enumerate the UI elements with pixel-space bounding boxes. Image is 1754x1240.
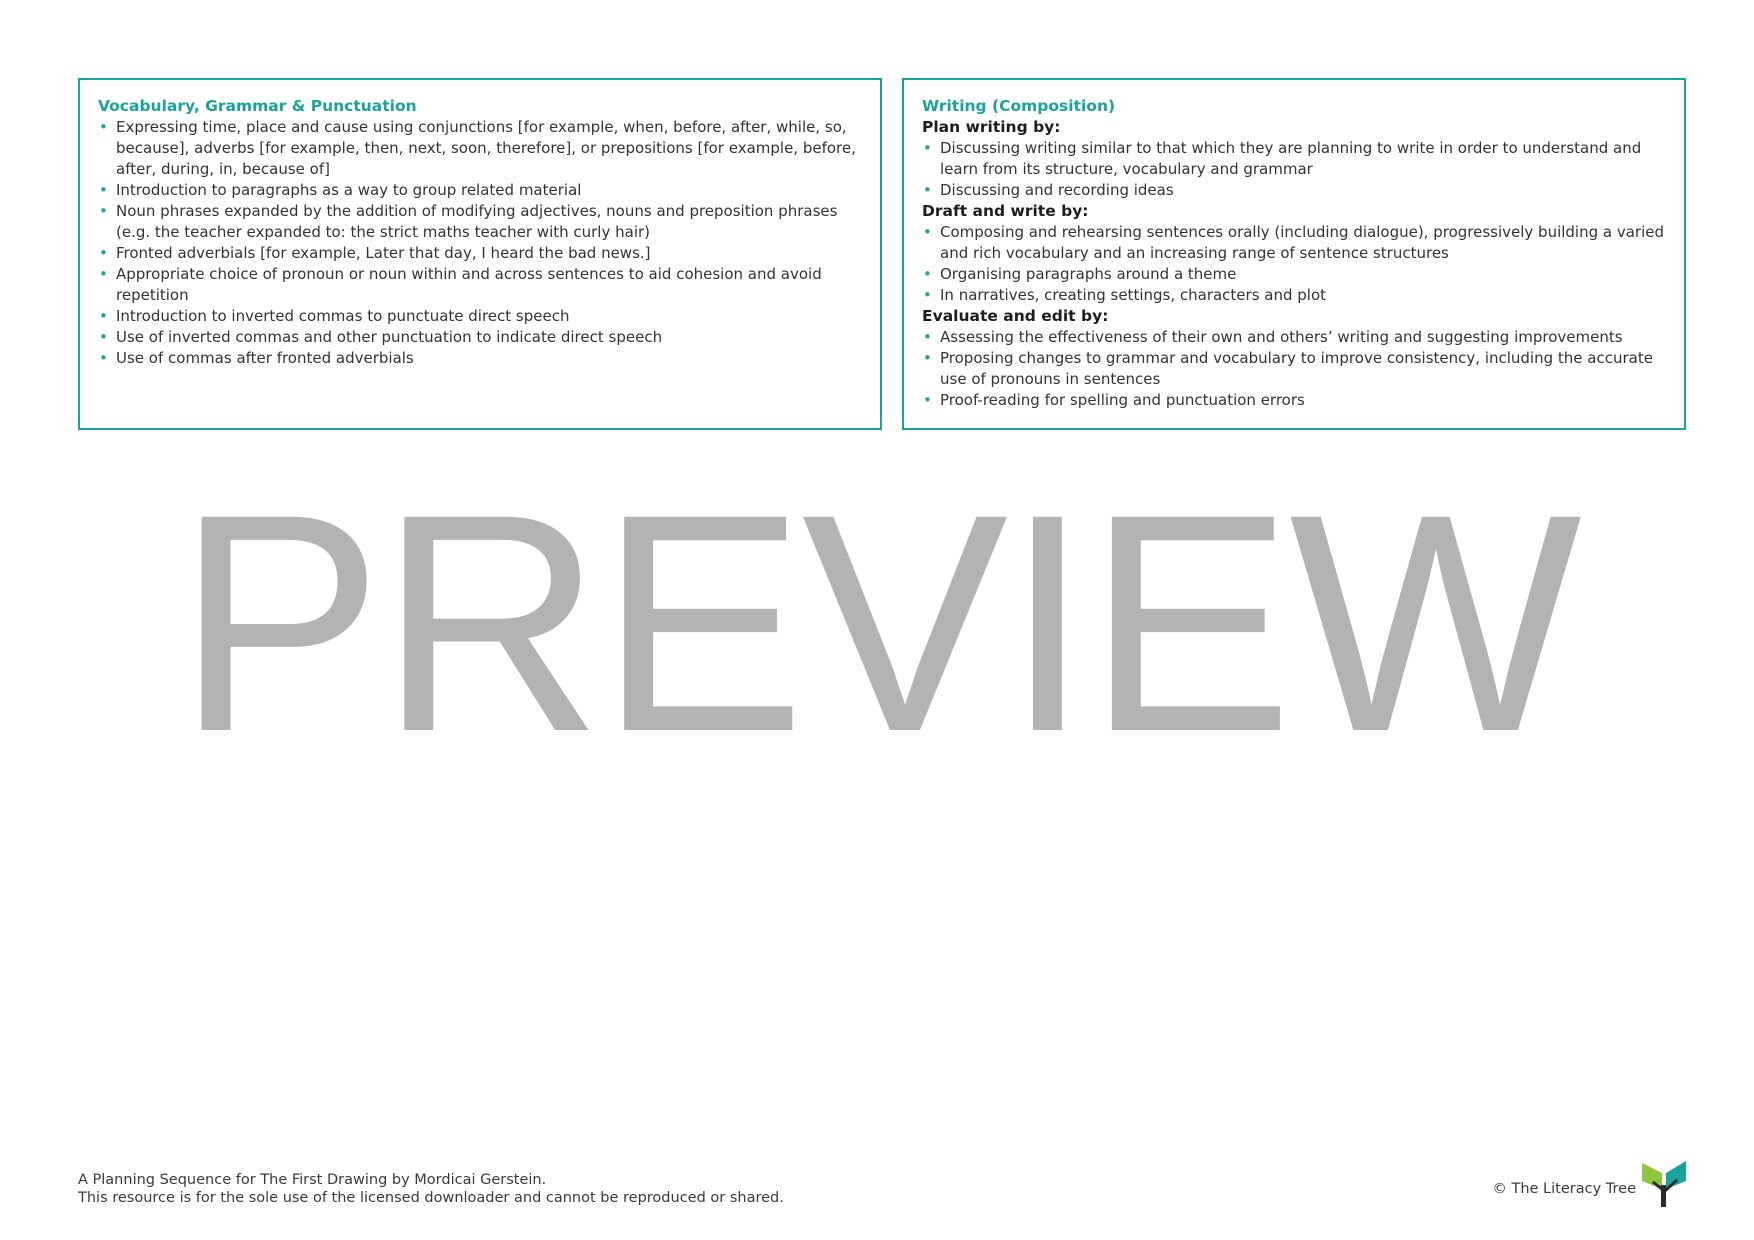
list-item: • Noun phrases expanded by the addition of modifying adjectives, nouns and preposition phrases (e.g. the teacher expanded to: the strict maths teacher with curly hair) bbox=[98, 201, 862, 243]
list-item: • Proof-reading for spelling and punctuation errors bbox=[922, 390, 1666, 411]
bullet-list bbox=[922, 138, 1666, 201]
list-item: • Fronted adverbials [for example, Later that day, I heard the bad news.] bbox=[98, 243, 862, 264]
footer-line-title: A Planning Sequence for The First Drawing by Mordicai Gerstein. bbox=[78, 1172, 547, 1188]
list-item: • Discussing and recording ideas bbox=[922, 180, 1666, 201]
list-item: • Assessing the effectiveness of their own and others’ writing and suggesting improvements bbox=[922, 327, 1666, 348]
bullet-list bbox=[922, 222, 1666, 306]
tree-logo-icon bbox=[1640, 1155, 1688, 1207]
logo-leaf-teal bbox=[1666, 1161, 1686, 1189]
bullet-list bbox=[98, 117, 862, 369]
preview-watermark: PREVIEW bbox=[176, 449, 1578, 796]
list-item: • Expressing time, place and cause using conjunctions [for example, when, before, after, while, so, because], adverbs [for example, then, next, soon, therefore], or prepositions [for example, before, after, during, in, because of] bbox=[98, 117, 862, 180]
section-heading: Draft and write by: bbox=[922, 202, 1089, 220]
box-title: Vocabulary, Grammar & Punctuation bbox=[98, 97, 417, 115]
list-item: • Appropriate choice of pronoun or noun within and across sentences to aid cohesion and avoid repetition bbox=[98, 264, 862, 306]
section-heading: Plan writing by: bbox=[922, 118, 1061, 136]
list-item: • Discussing writing similar to that which they are planning to write in order to understand and learn from its structure, vocabulary and grammar bbox=[922, 138, 1666, 180]
list-item: • Composing and rehearsing sentences orally (including dialogue), progressively building a varied and rich vocabulary and an increasing range of sentence structures bbox=[922, 222, 1666, 264]
list-item: • Introduction to paragraphs as a way to group related material bbox=[98, 180, 862, 201]
list-item: • Use of inverted commas and other punctuation to indicate direct speech bbox=[98, 327, 862, 348]
box-title: Writing (Composition) bbox=[922, 97, 1116, 115]
footer-notice bbox=[78, 1171, 784, 1207]
list-item: • Proposing changes to grammar and vocabulary to improve consistency, including the accurate use of pronouns in sentences bbox=[922, 348, 1666, 390]
copyright-text: © The Literacy Tree bbox=[1492, 1181, 1636, 1197]
list-item: • Introduction to inverted commas to punctuate direct speech bbox=[98, 306, 862, 327]
section-heading: Evaluate and edit by: bbox=[922, 307, 1109, 325]
writing-composition-box bbox=[902, 78, 1686, 430]
list-item: • Use of commas after fronted adverbials bbox=[98, 348, 862, 369]
list-item: • Organising paragraphs around a theme bbox=[922, 264, 1666, 285]
vocabulary-grammar-punctuation-box bbox=[78, 78, 882, 430]
bullet-list bbox=[922, 327, 1666, 411]
footer-line-license: This resource is for the sole use of the licensed downloader and cannot be reproduced or shared. bbox=[78, 1190, 784, 1206]
list-item: • In narratives, creating settings, characters and plot bbox=[922, 285, 1666, 306]
